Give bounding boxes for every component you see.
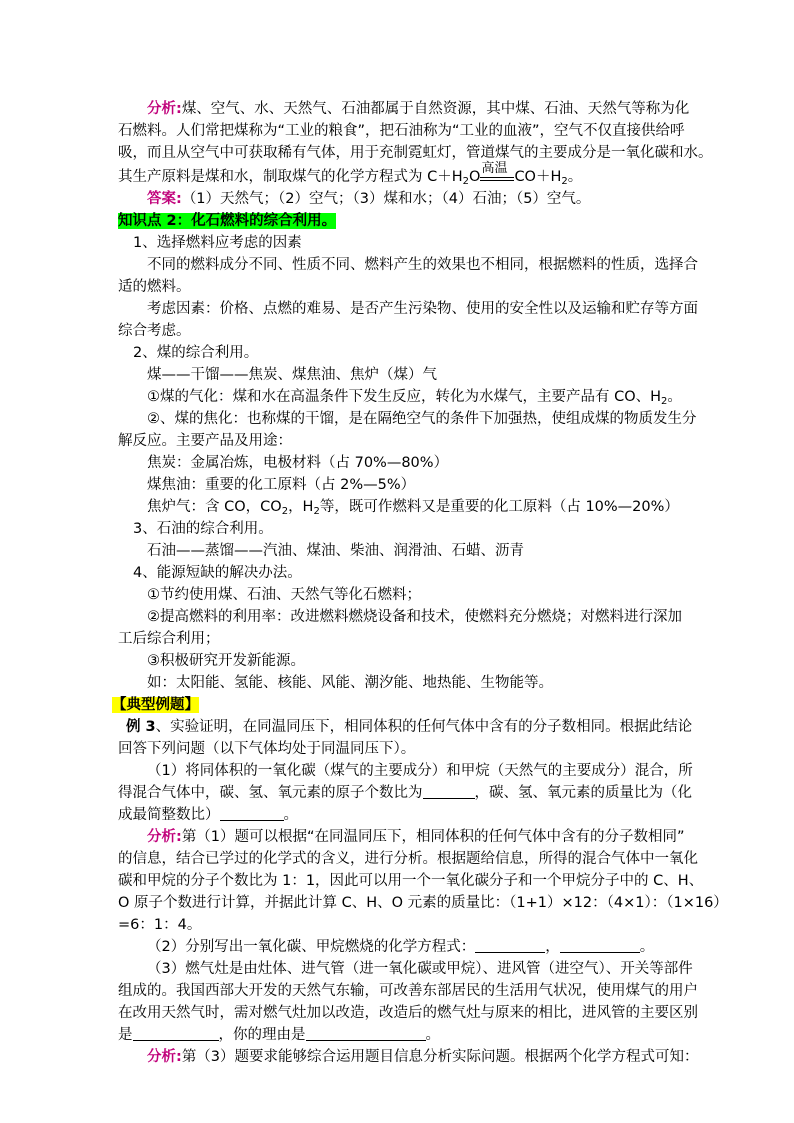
analysis-3-line-1: 分析:第（3）题要求能够综合运用题目信息分析实际问题。根据两个化学方程式可知： <box>147 1049 699 1065</box>
question-3-line-3: 在改用天然气时，需对燃气灶加以改造，改造后的燃气灶与原来的相比，进风管的主要区别 <box>118 1005 698 1021</box>
measure-3: ③积极研究开发新能源。 <box>147 653 305 669</box>
new-energy-examples: 如：太阳能、氢能、核能、风能、潮汐能、地热能、生物能等。 <box>147 675 553 691</box>
example-3-label: 例 3 <box>126 719 156 735</box>
question-1-line-2: 得混合气体中，碳、氢、氧元素的原子个数比为 ，碳、氢、氧元素的质量比为（化 <box>118 785 692 801</box>
analysis-label: 分析: <box>147 829 182 845</box>
answer-blank-atom-ratio[interactable] <box>423 784 475 799</box>
answer-blank-mass-ratio[interactable] <box>220 806 284 821</box>
reaction-condition-arrow <box>480 161 514 188</box>
analysis-1-line-1: 分析:煤、空气、水、天然气、石油都属于自然资源，其中煤、石油、天然气等称为化 <box>147 101 690 117</box>
answer-blank-co-equation[interactable] <box>475 938 545 953</box>
answer-label: 答案: <box>147 191 182 207</box>
coke-use: 焦炭：金属冶炼，电极材料（占 70%—80%） <box>147 455 449 471</box>
coke-oven-gas-use: 焦炉气：含 CO，$CO_2$，$H_2$等，既可作燃料又是重要的化工原料（占 10%—20%） <box>147 499 679 517</box>
analysis-2-line-5: =6：1：4。 <box>118 917 202 933</box>
knowledge-point-2-title: 知识点 2：化石燃料的综合利用。 <box>118 213 337 229</box>
answer-blank-ch4-equation[interactable] <box>560 938 640 953</box>
analysis-2-line-2: 的信息，结合已学过的化学式的含义，进行分析。根据题给信息，所得的混合气体中一氧化 <box>118 851 698 867</box>
example-3-line-2: 回答下列问题（以下气体均处于同温同压下）。 <box>118 741 416 757</box>
analysis-1-equation-line: 其生产原料是煤和水，制取煤气的化学方程式为 $C+H_2O$ 高温 $CO+H_2$。 <box>118 166 582 188</box>
analysis-2-line-3: 碳和甲烷的分子个数比为 1：1，因此可以用一个一氧化碳分子和一个甲烷分子中的 C、H、 <box>118 873 704 889</box>
section-4-heading: 4、能源短缺的解决办法。 <box>133 565 302 581</box>
section-3-heading: 3、石油的综合利用。 <box>133 521 273 537</box>
analysis-1-line-2: 石燃料。人们常把煤称为“工业的粮食”，把石油称为“工业的血液”，空气不仅直接供给呼 <box>118 123 685 139</box>
example-3-line-1: 例 3、实验证明，在同温同压下，相同体积的任何气体中含有的分子数相同。根据此结论 <box>126 719 693 735</box>
section-1-heading: 1、选择燃料应考虑的因素 <box>133 235 302 251</box>
question-3-line-4: 是 ，你的理由是 。 <box>118 1027 440 1043</box>
measure-1: ①节约使用煤、石油、天然气等化石燃料； <box>147 587 421 603</box>
coal-tar-use: 煤焦油：重要的化工原料（占 2%—5%） <box>147 477 416 493</box>
section-1-para-2: 考虑因素：价格、点燃的难易、是否产生污染物、使用的安全性以及运输和贮存等方面 <box>147 301 698 317</box>
answer-blank-air-inlet-difference[interactable] <box>133 1026 219 1041</box>
analysis-2-line-1: 分析:第（1）题可以根据“在同温同压下，相同体积的任何气体中含有的分子数相同” <box>147 829 685 845</box>
section-1-para-2b: 综合考虑。 <box>118 323 191 339</box>
section-2-heading: 2、煤的综合利用。 <box>133 345 259 361</box>
analysis-1-line-3: 吸，而且从空气中可获取稀有气体，用于充制霓虹灯，管道煤气的主要成分是一氧化碳和水。 <box>118 145 713 161</box>
question-3-line-1: （3）燃气灶是由灶体、进气管（进一氧化碳或甲烷）、进风管（进空气）、开关等部件 <box>147 961 693 977</box>
question-1-line-3: 成最简整数比） 。 <box>118 807 298 823</box>
coal-coking-line-1: ②、煤的焦化：也称煤的干馏，是在隔绝空气的条件下加强热，使组成煤的物质发生分 <box>147 411 697 427</box>
petroleum-process-chain: 石油——蒸馏——汽油、煤油、柴油、润滑油、石蜡、沥青 <box>147 543 524 559</box>
reaction-condition: 高温 <box>481 161 508 176</box>
question-2-line: （2）分别写出一氧化碳、甲烷燃烧的化学方程式： ， 。 <box>147 939 655 955</box>
measure-2: ②提高燃料的利用率：改进燃料燃烧设备和技术，使燃料充分燃烧；对燃料进行深加 <box>147 609 682 625</box>
analysis-label: 分析: <box>147 101 182 117</box>
section-1-para-1b: 适的燃料。 <box>118 279 191 295</box>
typical-examples-title: 【典型例题】 <box>112 697 199 713</box>
coal-coking-line-2: 解反应。主要产品及用途： <box>118 433 292 449</box>
question-1-line-1: （1）将同体积的一氧化碳（煤气的主要成分）和甲烷（天然气的主要成分）混合，所 <box>147 763 693 779</box>
coal-process-chain: 煤——干馏——焦炭、煤焦油、焦炉（煤）气 <box>147 367 437 383</box>
question-3-line-2: 组成的。我国西部大开发的天然气东输，可改善东部居民的生活用气状况，使用煤气的用户 <box>118 983 698 999</box>
analysis-label: 分析: <box>147 1049 182 1065</box>
section-1-para-1: 不同的燃料成分不同、性质不同、燃料产生的效果也不相同，根据燃料的性质，选择合 <box>147 257 698 273</box>
coal-gasification: ①煤的气化：煤和水在高温条件下发生反应，转化为水煤气，主要产品有 CO、$H_2$。 <box>147 389 682 407</box>
measure-2b: 工后综合利用； <box>118 631 220 647</box>
analysis-2-line-4: O 原子个数进行计算，并据此计算 C、H、O 元素的质量比：（1+1）×12：（4×1）：（1×16） <box>118 895 728 911</box>
answer-blank-reason[interactable] <box>306 1026 426 1041</box>
answer-1-line: 答案:（1）天然气；（2）空气；（3）煤和水；（4）石油；（5）空气。 <box>147 191 591 207</box>
